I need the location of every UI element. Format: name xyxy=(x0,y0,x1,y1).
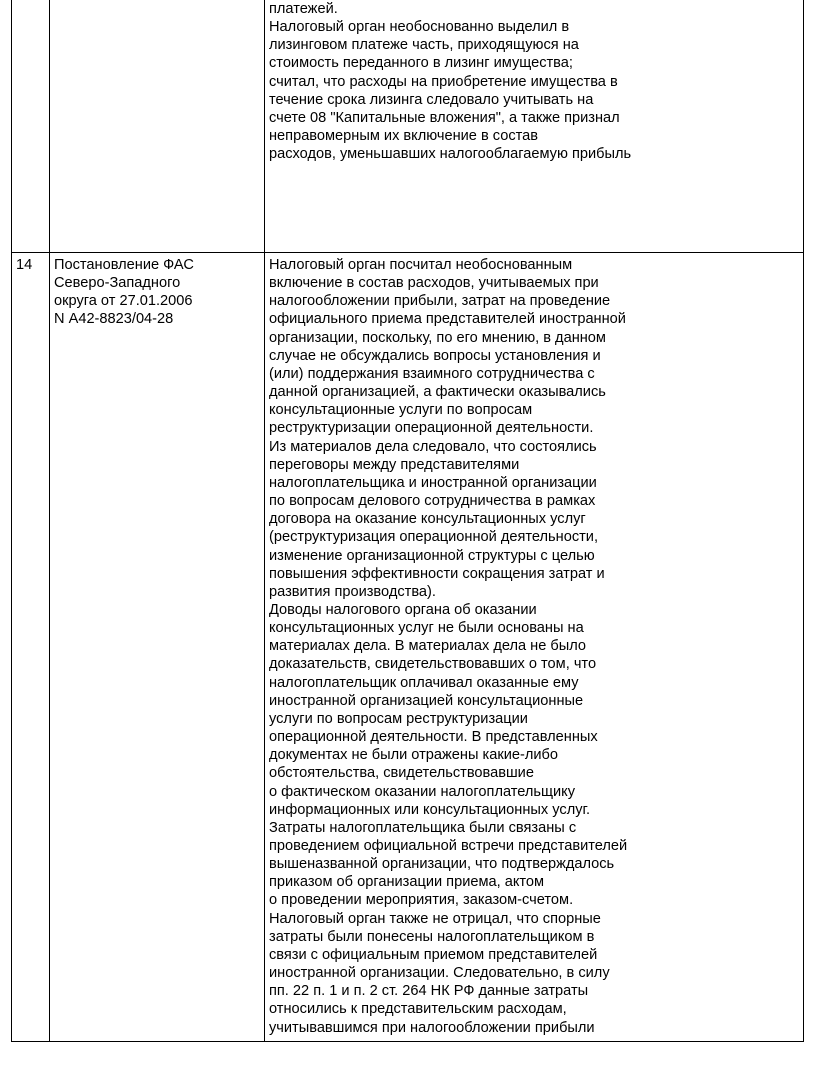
description-line: Из материалов дела следовало, что состоялись xyxy=(269,438,597,455)
description-line: затраты были понесены налогоплательщиком в xyxy=(269,928,595,945)
description-line: реструктуризации операционной деятельности. xyxy=(269,420,594,437)
description-line: Затраты налогоплательщика были связаны с xyxy=(269,819,577,836)
description-line: течение срока лизинга следовало учитывать на xyxy=(269,91,594,108)
description-line: о фактическом оказании налогоплательщику xyxy=(269,783,576,800)
description-line: Доводы налогового органа об оказании xyxy=(269,601,537,618)
description-line: (реструктуризация операционной деятельности, xyxy=(269,529,599,546)
description-line: консультационных услуг не были основаны на xyxy=(269,620,584,637)
description-line: организации, поскольку, по его мнению, в данном xyxy=(269,329,606,346)
description-line: доказательств, свидетельствовавших о том, что xyxy=(269,656,597,673)
cases-table xyxy=(11,0,804,1042)
description-line: иностранной организации. Следовательно, в силу xyxy=(269,965,610,982)
description-line: материалах дела. В материалах дела не было xyxy=(269,638,587,655)
description-line: о проведении мероприятия, заказом-счетом. xyxy=(269,892,574,909)
case-number-cell xyxy=(12,253,50,1042)
description-line: договора на оказание консультационных услуг xyxy=(269,511,586,528)
description-line: развития производства). xyxy=(269,583,436,600)
description-line: вышеназванной организации, что подтверждалось xyxy=(269,856,615,873)
description-line: документах не были отражены какие-либо xyxy=(269,747,558,764)
description-line: переговоры между представителями xyxy=(269,456,520,473)
description-line: учитывавшимся при налогообложении прибыли xyxy=(269,1019,595,1036)
court-decision-line: N А42-8823/04-28 xyxy=(54,311,174,328)
description-line: налогообложении прибыли, затрат на проведение xyxy=(269,293,611,310)
description-line: операционной деятельности. В представленных xyxy=(269,729,598,746)
description-line: обстоятельства, свидетельствовавшие xyxy=(269,765,534,782)
description-line: Налоговый орган необоснованно выделил в xyxy=(269,19,570,36)
description-line: изменение организационной структуры с целью xyxy=(269,547,595,564)
court-decision-line: округа от 27.01.2006 xyxy=(54,293,193,310)
description-line: повышения эффективности сокращения затрат и xyxy=(269,565,605,582)
court-decision-cell xyxy=(50,0,265,253)
description-line: счете 08 "Капитальные вложения", а также признал xyxy=(269,109,620,126)
description-line: расходов, уменьшавших налогооблагаемую прибыль xyxy=(269,146,632,163)
case-description-cell xyxy=(265,0,804,253)
description-line: данной организацией, а фактически оказывались xyxy=(269,384,606,401)
description-line: относились к представительским расходам, xyxy=(269,1001,567,1018)
description-line: услуги по вопросам реструктуризации xyxy=(269,710,528,727)
description-line: налогоплательщика и иностранной организации xyxy=(269,474,597,491)
description-line: по вопросам делового сотрудничества в рамках xyxy=(269,493,596,510)
description-line: случае не обсуждались вопросы установления и xyxy=(269,347,601,364)
description-line: информационных или консультационных услуг. xyxy=(269,801,591,818)
description-line: связи с официальным приемом представителей xyxy=(269,946,598,963)
description-line: платежей. xyxy=(269,1,338,17)
court-decision-cell xyxy=(50,253,265,1042)
court-decision-line: Постановление ФАС xyxy=(54,257,194,273)
description-line: приказом об организации приема, актом xyxy=(269,874,545,891)
description-line: иностранной организацией консультационные xyxy=(269,692,584,709)
description-line: (или) поддержания взаимного сотрудничества с xyxy=(269,365,595,382)
table-row-14 xyxy=(12,253,804,1042)
description-line: неправомерным их включение в состав xyxy=(269,128,539,145)
case-number-cell xyxy=(12,0,50,253)
description-line: Налоговый орган также не отрицал, что спорные xyxy=(269,910,601,927)
description-line: официального приема представителей иностранной xyxy=(269,311,626,328)
description-line: консультационные услуги по вопросам xyxy=(269,402,533,419)
table-row-continuation xyxy=(12,0,804,253)
description-line: считал, что расходы на приобретение имущества в xyxy=(269,73,618,90)
description-line: проведением официальной встречи представителей xyxy=(269,838,628,854)
case-number: 14 xyxy=(16,257,33,273)
description-line: лизинговом платеже часть, приходящуюся на xyxy=(269,37,579,54)
case-description-cell xyxy=(265,253,804,1042)
court-decision-line: Северо-Западного xyxy=(54,275,181,292)
description-line: Налоговый орган посчитал необоснованным xyxy=(269,257,573,273)
description-line: стоимость переданного в лизинг имущества; xyxy=(269,55,573,72)
description-line: пп. 22 п. 1 и п. 2 ст. 264 НК РФ данные затраты xyxy=(269,983,589,1000)
description-line: налогоплательщик оплачивал оказанные ему xyxy=(269,674,579,691)
description-line: включение в состав расходов, учитываемых при xyxy=(269,275,599,292)
